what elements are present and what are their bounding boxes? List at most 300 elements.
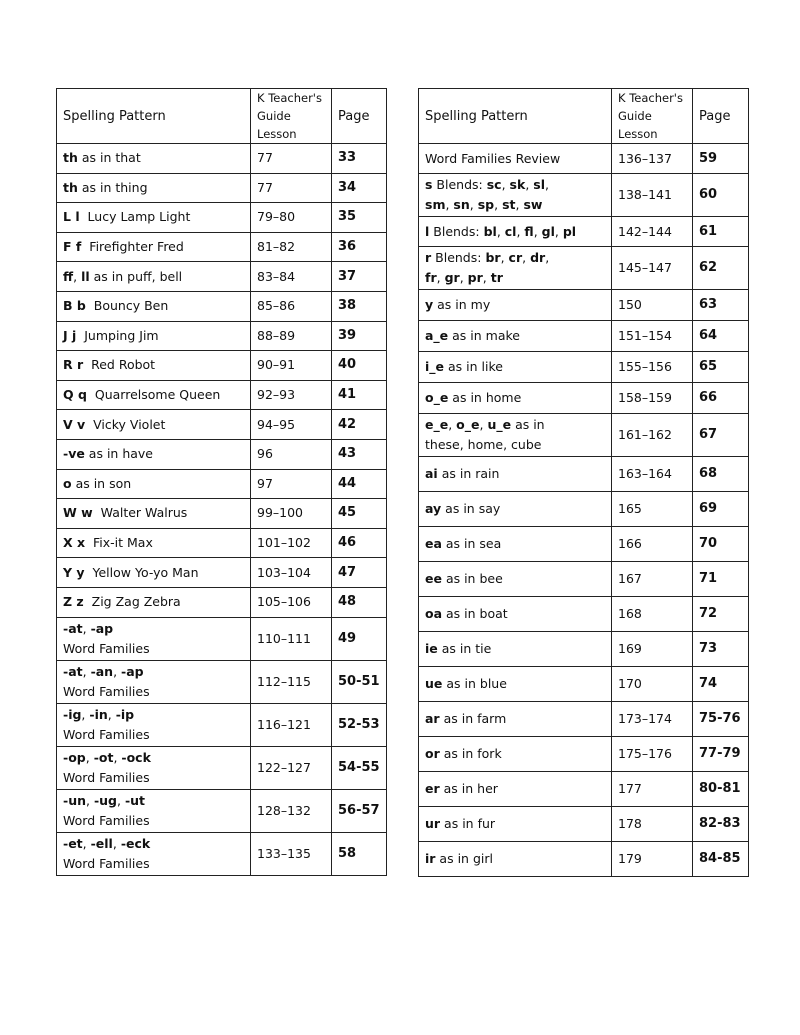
spelling-pattern-cell bbox=[419, 321, 612, 352]
pattern-text: Vicky Violet bbox=[85, 416, 166, 432]
page-cell: 45 bbox=[332, 499, 387, 529]
pattern-bold-text: br bbox=[485, 250, 501, 265]
lesson-cell: 151–154 bbox=[612, 321, 693, 352]
header-page: Page bbox=[332, 89, 387, 144]
table-row bbox=[419, 174, 749, 217]
pattern-bold-text: ea bbox=[425, 536, 442, 551]
header-lesson-line1: K Teacher's bbox=[618, 91, 683, 105]
table-row bbox=[419, 492, 749, 527]
page-cell: 49 bbox=[332, 617, 387, 660]
page-cell: 59 bbox=[693, 144, 749, 174]
pattern-text: Word Families bbox=[63, 855, 150, 871]
lesson-cell: 81–82 bbox=[251, 232, 332, 262]
table-row bbox=[57, 499, 387, 529]
table-row bbox=[57, 439, 387, 469]
pattern-bold-text: V v bbox=[63, 416, 86, 432]
pattern-bold-text: B b bbox=[63, 298, 86, 314]
pattern-text: , bbox=[82, 620, 91, 636]
lesson-cell: 112–115 bbox=[251, 660, 332, 703]
spelling-pattern-cell bbox=[57, 262, 251, 292]
pattern-bold-text: -ve bbox=[63, 446, 85, 462]
table-row bbox=[57, 832, 387, 875]
spelling-pattern-cell bbox=[419, 290, 612, 321]
pattern-bold-text: sp bbox=[477, 197, 495, 212]
pattern-bold-text: R r bbox=[63, 357, 84, 373]
spelling-pattern-cell bbox=[57, 703, 251, 746]
spelling-pattern-cell bbox=[57, 528, 251, 558]
page-cell: 77-79 bbox=[693, 737, 749, 772]
lesson-cell: 161–162 bbox=[612, 414, 693, 457]
pattern-bold-text: th bbox=[63, 179, 78, 195]
pattern-text: Yellow Yo-yo Man bbox=[84, 564, 199, 580]
table-row bbox=[419, 702, 749, 737]
pattern-bold-text: sw bbox=[523, 197, 543, 212]
pattern-text: , bbox=[113, 663, 122, 679]
pattern-bold-text: J j bbox=[63, 327, 77, 343]
table-row bbox=[419, 247, 749, 290]
pattern-text: as in puff, bell bbox=[89, 268, 183, 284]
pattern-bold-text: sn bbox=[453, 197, 470, 212]
pattern-bold-text: ay bbox=[425, 501, 442, 516]
table-row bbox=[57, 528, 387, 558]
lesson-cell: 77 bbox=[251, 144, 332, 174]
pattern-text: , bbox=[113, 749, 122, 765]
pattern-bold-text: -ig bbox=[63, 706, 82, 722]
pattern-bold-text: -et bbox=[63, 835, 83, 851]
table-row bbox=[57, 746, 387, 789]
pattern-bold-text: -ock bbox=[121, 749, 151, 765]
pattern-text: as in fur bbox=[440, 816, 496, 831]
pattern-text: as in rain bbox=[437, 466, 500, 481]
pattern-bold-text: e_e bbox=[425, 417, 449, 432]
table-row bbox=[419, 772, 749, 807]
pattern-text: Fix-it Max bbox=[85, 535, 153, 551]
pattern-bold-text: Q q bbox=[63, 387, 87, 403]
lesson-cell: 110–111 bbox=[251, 617, 332, 660]
pattern-text: Bouncy Ben bbox=[85, 298, 169, 314]
table-row bbox=[419, 527, 749, 562]
pattern-text: Word Families bbox=[63, 640, 150, 656]
lesson-cell: 166 bbox=[612, 527, 693, 562]
spelling-pattern-cell bbox=[57, 789, 251, 832]
pattern-bold-text: -ip bbox=[115, 706, 135, 722]
pattern-bold-text: L l bbox=[63, 209, 80, 225]
spelling-pattern-cell bbox=[57, 746, 251, 789]
pattern-text: , bbox=[117, 792, 125, 808]
spelling-pattern-cell bbox=[419, 842, 612, 877]
page-cell: 73 bbox=[693, 632, 749, 667]
page-cell: 69 bbox=[693, 492, 749, 527]
spelling-pattern-cell bbox=[57, 232, 251, 262]
pattern-bold-text: o bbox=[63, 475, 72, 491]
pattern-bold-text: s bbox=[425, 177, 433, 192]
lesson-cell: 90–91 bbox=[251, 351, 332, 381]
table-row bbox=[419, 144, 749, 174]
table-row bbox=[419, 414, 749, 457]
spelling-table-left bbox=[56, 88, 387, 876]
spelling-pattern-cell bbox=[419, 247, 612, 290]
pattern-text: as in blue bbox=[442, 676, 507, 691]
pattern-text: as in tie bbox=[437, 641, 492, 656]
pattern-bold-text: Y y bbox=[63, 564, 85, 580]
lesson-cell: 105–106 bbox=[251, 587, 332, 617]
spelling-pattern-cell bbox=[419, 217, 612, 247]
pattern-text: , bbox=[501, 177, 510, 192]
pattern-text: , bbox=[436, 270, 445, 285]
page-cell: 70 bbox=[693, 527, 749, 562]
pattern-text: , bbox=[533, 223, 542, 239]
pattern-bold-text: ff bbox=[63, 268, 74, 284]
spelling-pattern-cell bbox=[57, 558, 251, 588]
pattern-text: , bbox=[459, 270, 468, 285]
spelling-pattern-cell bbox=[57, 499, 251, 529]
page-cell: 33 bbox=[332, 144, 387, 174]
spelling-pattern-cell bbox=[57, 587, 251, 617]
spelling-pattern-cell bbox=[419, 352, 612, 383]
header-lesson-line2: Guide Lesson bbox=[618, 109, 658, 141]
pattern-bold-text: st bbox=[502, 197, 516, 212]
pattern-text: , bbox=[81, 706, 90, 722]
pattern-text: Zig Zag Zebra bbox=[83, 594, 181, 610]
lesson-cell: 168 bbox=[612, 597, 693, 632]
page-cell: 71 bbox=[693, 562, 749, 597]
table-row bbox=[419, 321, 749, 352]
lesson-cell: 158–159 bbox=[612, 383, 693, 414]
page-cell: 41 bbox=[332, 380, 387, 410]
pattern-bold-text: cl bbox=[504, 223, 517, 239]
pattern-bold-text: o_e bbox=[456, 417, 480, 432]
pattern-bold-text: ue bbox=[425, 676, 443, 691]
pattern-bold-text: -at bbox=[63, 663, 83, 679]
pattern-bold-text: Z z bbox=[63, 594, 84, 610]
pattern-text: Walter Walrus bbox=[92, 505, 188, 521]
page-cell: 56-57 bbox=[332, 789, 387, 832]
lesson-cell: 150 bbox=[612, 290, 693, 321]
page-cell: 39 bbox=[332, 321, 387, 351]
table-row bbox=[419, 457, 749, 492]
table-row bbox=[57, 321, 387, 351]
table-row bbox=[57, 789, 387, 832]
header-row bbox=[419, 89, 749, 144]
header-lesson-line1: K Teacher's bbox=[257, 91, 322, 105]
spelling-table-right bbox=[418, 88, 749, 877]
page-cell: 72 bbox=[693, 597, 749, 632]
table-row bbox=[419, 217, 749, 247]
pattern-text: as in her bbox=[439, 781, 498, 796]
pattern-bold-text: a_e bbox=[425, 328, 449, 343]
spelling-pattern-cell bbox=[419, 174, 612, 217]
table-row bbox=[57, 232, 387, 262]
page-cell: 63 bbox=[693, 290, 749, 321]
pattern-bold-text: ai bbox=[425, 466, 438, 481]
lesson-cell: 136–137 bbox=[612, 144, 693, 174]
spelling-pattern-cell bbox=[419, 383, 612, 414]
page-cell: 82-83 bbox=[693, 807, 749, 842]
right-table-body bbox=[419, 144, 749, 877]
pattern-bold-text: sc bbox=[486, 177, 502, 192]
pattern-bold-text: ir bbox=[425, 851, 436, 866]
table-row bbox=[57, 291, 387, 321]
lesson-cell: 145–147 bbox=[612, 247, 693, 290]
pattern-text: Blends: bbox=[429, 223, 484, 239]
pattern-bold-text: -ug bbox=[93, 792, 117, 808]
pattern-text: as in make bbox=[448, 328, 520, 343]
lesson-cell: 116–121 bbox=[251, 703, 332, 746]
table-row bbox=[57, 262, 387, 292]
pattern-text: , bbox=[448, 417, 457, 432]
table-row bbox=[419, 290, 749, 321]
table-row bbox=[419, 352, 749, 383]
page-cell: 80-81 bbox=[693, 772, 749, 807]
page-cell: 37 bbox=[332, 262, 387, 292]
pattern-bold-text: ie bbox=[425, 641, 438, 656]
lesson-cell: 165 bbox=[612, 492, 693, 527]
table-row bbox=[57, 203, 387, 233]
lesson-cell: 83–84 bbox=[251, 262, 332, 292]
table-row bbox=[57, 587, 387, 617]
table-row bbox=[57, 469, 387, 499]
lesson-cell: 103–104 bbox=[251, 558, 332, 588]
spelling-pattern-cell bbox=[57, 439, 251, 469]
lesson-cell: 142–144 bbox=[612, 217, 693, 247]
spelling-pattern-cell bbox=[57, 617, 251, 660]
pattern-bold-text: fr bbox=[425, 270, 437, 285]
pattern-bold-text: pl bbox=[562, 223, 577, 239]
page-cell: 43 bbox=[332, 439, 387, 469]
pattern-text: as in like bbox=[444, 359, 503, 374]
lesson-cell: 175–176 bbox=[612, 737, 693, 772]
header-row bbox=[57, 89, 387, 144]
spelling-pattern-cell bbox=[57, 321, 251, 351]
pattern-bold-text: -un bbox=[63, 792, 86, 808]
table-row bbox=[419, 597, 749, 632]
pattern-text: Blends: bbox=[432, 177, 487, 192]
pattern-text: as in girl bbox=[435, 851, 493, 866]
page-cell: 38 bbox=[332, 291, 387, 321]
pattern-bold-text: oa bbox=[425, 606, 443, 621]
spelling-pattern-cell bbox=[57, 173, 251, 203]
spelling-pattern-cell bbox=[419, 702, 612, 737]
page-cell: 42 bbox=[332, 410, 387, 440]
pattern-text: , bbox=[85, 749, 94, 765]
spelling-pattern-cell bbox=[419, 632, 612, 667]
pattern-text: , bbox=[82, 663, 91, 679]
pattern-text: as in bee bbox=[441, 571, 503, 586]
pattern-bold-text: -ot bbox=[93, 749, 114, 765]
pattern-text: , bbox=[73, 268, 82, 284]
table-row bbox=[57, 660, 387, 703]
spelling-pattern-cell bbox=[419, 457, 612, 492]
pattern-bold-text: ur bbox=[425, 816, 441, 831]
pattern-bold-text: gr bbox=[444, 270, 460, 285]
page-cell: 60 bbox=[693, 174, 749, 217]
pattern-text: , bbox=[112, 835, 121, 851]
page-cell: 75-76 bbox=[693, 702, 749, 737]
pattern-bold-text: -at bbox=[63, 620, 83, 636]
page-cell: 35 bbox=[332, 203, 387, 233]
spelling-pattern-cell bbox=[57, 660, 251, 703]
pattern-text: Quarrelsome Queen bbox=[86, 387, 221, 403]
pattern-text: , bbox=[516, 223, 525, 239]
page-cell: 40 bbox=[332, 351, 387, 381]
pattern-bold-text: gl bbox=[541, 223, 555, 239]
spelling-pattern-cell bbox=[419, 807, 612, 842]
spelling-pattern-cell bbox=[57, 832, 251, 875]
pattern-bold-text: -ut bbox=[124, 792, 146, 808]
lesson-cell: 177 bbox=[612, 772, 693, 807]
header-teacher-guide-lesson bbox=[251, 89, 332, 144]
pattern-text: , bbox=[82, 835, 91, 851]
spelling-pattern-cell bbox=[57, 410, 251, 440]
page-cell: 64 bbox=[693, 321, 749, 352]
lesson-cell: 85–86 bbox=[251, 291, 332, 321]
page-cell: 84-85 bbox=[693, 842, 749, 877]
pattern-text: , bbox=[545, 177, 549, 192]
table-row bbox=[57, 173, 387, 203]
pattern-text: Word Families bbox=[63, 726, 150, 742]
page-cell: 47 bbox=[332, 558, 387, 588]
pattern-text: , bbox=[469, 197, 478, 212]
pattern-bold-text: -op bbox=[63, 749, 86, 765]
table-row bbox=[57, 144, 387, 174]
page-cell: 36 bbox=[332, 232, 387, 262]
pattern-bold-text: ee bbox=[425, 571, 442, 586]
pattern-text: Word Families bbox=[63, 812, 150, 828]
pattern-text: , bbox=[494, 197, 503, 212]
pattern-bold-text: -ap bbox=[121, 663, 144, 679]
page-cell: 66 bbox=[693, 383, 749, 414]
header-teacher-guide-lesson bbox=[612, 89, 693, 144]
lesson-cell: 155–156 bbox=[612, 352, 693, 383]
pattern-text: as in say bbox=[441, 501, 501, 516]
lesson-cell: 92–93 bbox=[251, 380, 332, 410]
lesson-cell: 101–102 bbox=[251, 528, 332, 558]
pattern-bold-text: sk bbox=[509, 177, 526, 192]
pattern-text: , bbox=[482, 270, 491, 285]
table-row bbox=[419, 842, 749, 877]
pattern-text: , bbox=[525, 177, 534, 192]
pattern-text: , bbox=[554, 223, 563, 239]
table-row bbox=[419, 383, 749, 414]
spelling-pattern-cell bbox=[419, 667, 612, 702]
spelling-pattern-cell bbox=[419, 414, 612, 457]
page-cell: 58 bbox=[332, 832, 387, 875]
spelling-pattern-cell bbox=[57, 469, 251, 499]
page-cell: 68 bbox=[693, 457, 749, 492]
pattern-bold-text: r bbox=[425, 250, 432, 265]
lesson-cell: 179 bbox=[612, 842, 693, 877]
lesson-cell: 138–141 bbox=[612, 174, 693, 217]
spelling-pattern-cell bbox=[57, 380, 251, 410]
pattern-bold-text: -ell bbox=[90, 835, 113, 851]
lesson-cell: 170 bbox=[612, 667, 693, 702]
pattern-bold-text: F f bbox=[63, 239, 82, 255]
table-row bbox=[57, 380, 387, 410]
spelling-pattern-cell bbox=[57, 351, 251, 381]
page-cell: 54-55 bbox=[332, 746, 387, 789]
pattern-text: Blends: bbox=[431, 250, 486, 265]
spelling-pattern-cell bbox=[57, 144, 251, 174]
pattern-text: as in thing bbox=[77, 179, 148, 195]
pattern-text: , bbox=[445, 197, 454, 212]
spelling-pattern-cell bbox=[419, 737, 612, 772]
page-cell: 62 bbox=[693, 247, 749, 290]
pattern-bold-text: th bbox=[63, 150, 78, 166]
table-row bbox=[419, 807, 749, 842]
pattern-text: , bbox=[107, 706, 116, 722]
pattern-bold-text: fl bbox=[524, 223, 534, 239]
page-cell: 61 bbox=[693, 217, 749, 247]
table-row bbox=[419, 667, 749, 702]
lesson-cell: 122–127 bbox=[251, 746, 332, 789]
page-cell: 74 bbox=[693, 667, 749, 702]
pattern-text: as in home bbox=[448, 390, 522, 405]
pattern-text: , bbox=[522, 250, 531, 265]
pattern-text: , bbox=[86, 792, 94, 808]
pattern-bold-text: sl bbox=[533, 177, 545, 192]
pattern-bold-text: sm bbox=[425, 197, 446, 212]
table-row bbox=[57, 351, 387, 381]
table-row bbox=[419, 632, 749, 667]
spelling-pattern-cell bbox=[419, 597, 612, 632]
left-table-body bbox=[57, 144, 387, 876]
header-page: Page bbox=[693, 89, 749, 144]
spelling-pattern-cell bbox=[57, 203, 251, 233]
pattern-text: as in bbox=[511, 417, 545, 432]
page-cell: 65 bbox=[693, 352, 749, 383]
lesson-cell: 88–89 bbox=[251, 321, 332, 351]
pattern-bold-text: l bbox=[425, 223, 430, 239]
pattern-text: , bbox=[545, 250, 550, 265]
pattern-text: as in sea bbox=[441, 536, 502, 551]
lesson-cell: 128–132 bbox=[251, 789, 332, 832]
table-row bbox=[57, 558, 387, 588]
page-cell: 67 bbox=[693, 414, 749, 457]
lesson-cell: 99–100 bbox=[251, 499, 332, 529]
pattern-bold-text: -ap bbox=[90, 620, 114, 636]
lesson-cell: 79–80 bbox=[251, 203, 332, 233]
pattern-bold-text: o_e bbox=[425, 390, 449, 405]
lesson-cell: 97 bbox=[251, 469, 332, 499]
spelling-pattern-cell bbox=[57, 291, 251, 321]
pattern-bold-text: pr bbox=[467, 270, 483, 285]
header-spelling-pattern: Spelling Pattern bbox=[57, 89, 251, 144]
pattern-text: as in fork bbox=[439, 746, 502, 761]
lesson-cell: 178 bbox=[612, 807, 693, 842]
spelling-pattern-cell bbox=[419, 772, 612, 807]
lesson-cell: 163–164 bbox=[612, 457, 693, 492]
spelling-pattern-cell bbox=[419, 562, 612, 597]
lesson-cell: 133–135 bbox=[251, 832, 332, 875]
page-cell: 48 bbox=[332, 587, 387, 617]
pattern-bold-text: -an bbox=[90, 663, 114, 679]
pattern-bold-text: tr bbox=[490, 270, 503, 285]
pattern-text: as in have bbox=[84, 446, 153, 462]
pattern-text: Firefighter Fred bbox=[81, 239, 184, 255]
pattern-text: , bbox=[496, 223, 505, 239]
lesson-cell: 94–95 bbox=[251, 410, 332, 440]
page-cell: 52-53 bbox=[332, 703, 387, 746]
pattern-text: Lucy Lamp Light bbox=[79, 209, 191, 225]
pattern-bold-text: y bbox=[425, 297, 434, 312]
lesson-cell: 167 bbox=[612, 562, 693, 597]
pattern-bold-text: X x bbox=[63, 535, 86, 551]
table-row bbox=[57, 703, 387, 746]
page-cell: 34 bbox=[332, 173, 387, 203]
pattern-text: Word Families bbox=[63, 683, 150, 699]
table-row bbox=[57, 617, 387, 660]
pattern-text: Jumping Jim bbox=[76, 327, 159, 343]
